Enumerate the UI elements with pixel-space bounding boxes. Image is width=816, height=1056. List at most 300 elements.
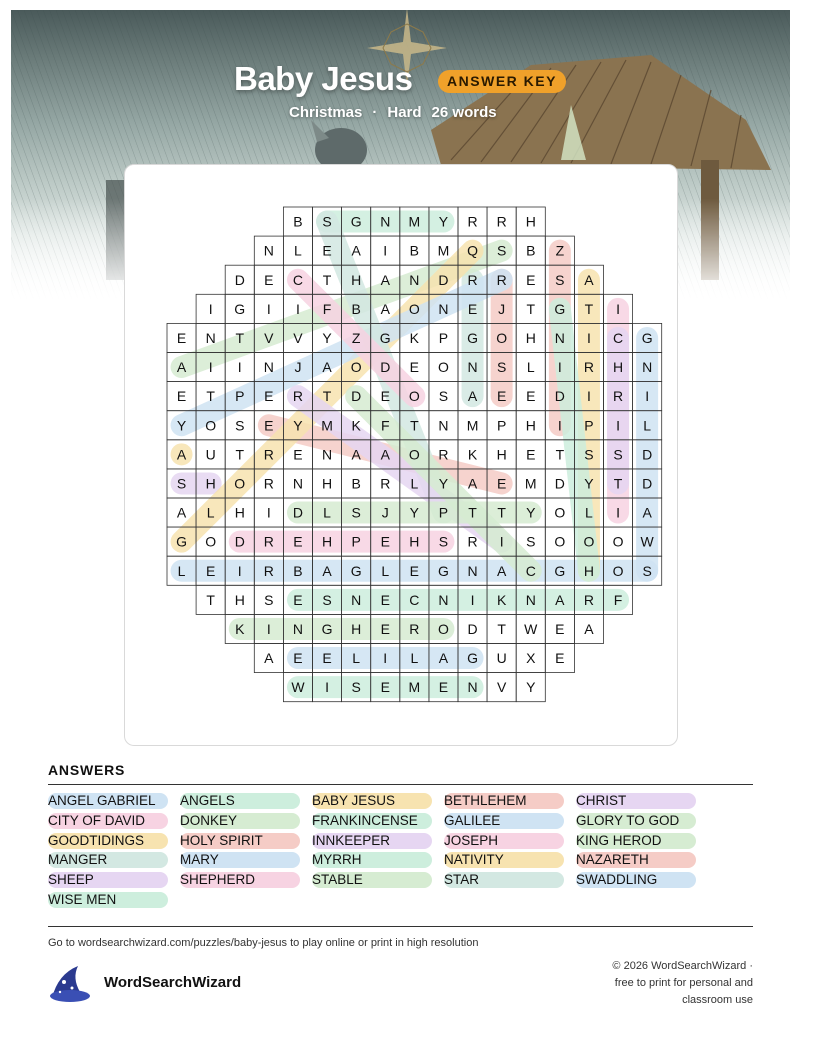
- grid-letter: K: [467, 446, 478, 463]
- grid-letter: D: [292, 504, 304, 521]
- divider: [48, 926, 753, 927]
- grid-letter: H: [351, 620, 362, 637]
- grid-letter: I: [616, 504, 620, 521]
- answer-label: GALILEE: [444, 812, 501, 828]
- grid-letter: T: [613, 475, 623, 492]
- grid-letter: B: [351, 300, 361, 317]
- answer-word: [444, 813, 564, 829]
- grid-letter: I: [266, 300, 271, 317]
- answer-word: [312, 793, 432, 809]
- grid-letter: Y: [322, 329, 332, 346]
- grid-letter: R: [467, 533, 478, 550]
- grid-letter: D: [380, 359, 391, 376]
- grid-letter: R: [583, 591, 595, 608]
- grid-letter: R: [612, 388, 624, 405]
- answer-word: [48, 872, 168, 888]
- answer-word: [312, 813, 432, 829]
- grid-letter: Z: [555, 242, 565, 259]
- grid-letter: E: [409, 359, 420, 376]
- grid-letter: P: [438, 329, 449, 346]
- grid-letter: J: [498, 300, 506, 317]
- grid-letter: O: [234, 475, 246, 492]
- grid-letter: I: [587, 329, 591, 346]
- grid-letter: O: [612, 562, 624, 579]
- grid-letter: L: [206, 504, 215, 521]
- grid-letter: W: [640, 533, 654, 550]
- footer-link[interactable]: Go to wordsearchwizard.com/puzzles/baby-jesus to play online or print in high resolution: [48, 937, 479, 949]
- grid-letter: M: [437, 242, 450, 259]
- grid-letter: A: [555, 591, 565, 608]
- grid-letter: L: [526, 359, 535, 376]
- grid-letter: H: [234, 591, 245, 608]
- grid-letter: I: [557, 417, 562, 434]
- answer-label: ANGEL GABRIEL: [48, 793, 156, 808]
- grid-letter: X: [526, 650, 536, 667]
- answer-word: [180, 852, 300, 868]
- answer-word: [444, 852, 564, 868]
- grid-letter: Y: [176, 417, 187, 434]
- grid-letter: M: [466, 417, 479, 434]
- grid-letter: T: [410, 417, 419, 434]
- grid-letter: O: [554, 533, 566, 550]
- answer-word: [48, 852, 168, 868]
- grid-letter: I: [587, 388, 591, 405]
- grid-letter: D: [467, 620, 478, 637]
- grid-letter: O: [408, 388, 420, 405]
- grid-letter: E: [467, 300, 478, 317]
- grid-letter: V: [496, 679, 507, 696]
- grid-letter: A: [496, 562, 507, 579]
- grid-letter: L: [410, 650, 419, 667]
- answer-word: [312, 833, 432, 849]
- grid-letter: T: [497, 504, 506, 521]
- grid-letter: D: [642, 446, 653, 463]
- grid-letter: S: [438, 388, 449, 405]
- grid-letter: S: [613, 446, 623, 463]
- grid-letter: C: [409, 591, 420, 608]
- grid-letter: O: [612, 533, 624, 550]
- answer-word: [444, 833, 564, 849]
- answer-word: [576, 872, 696, 888]
- grid-letter: S: [496, 242, 507, 259]
- grid-letter: A: [380, 446, 390, 463]
- grid-letter: H: [496, 446, 507, 463]
- grid-letter: C: [525, 562, 536, 579]
- answers-heading: ANSWERS: [48, 762, 126, 778]
- grid-letter: D: [554, 475, 565, 492]
- grid-letter: N: [467, 679, 478, 696]
- grid-letter: L: [381, 562, 390, 579]
- grid-letter: J: [381, 504, 389, 521]
- answer-word: [48, 833, 168, 849]
- grid-letter: S: [322, 213, 332, 230]
- grid-letter: N: [380, 213, 391, 230]
- copyright-line: © 2026 WordSearchWizard ·: [612, 960, 753, 972]
- grid-letter: D: [234, 533, 245, 550]
- grid-letter: S: [235, 417, 245, 434]
- grid-letter: I: [237, 359, 242, 376]
- grid-letter: N: [525, 591, 536, 608]
- answer-label: FRANKINCENSE: [312, 812, 418, 828]
- grid-letter: G: [379, 329, 391, 346]
- answer-word: [180, 793, 300, 809]
- answer-label: NAZARETH: [576, 852, 649, 868]
- grid-letter: A: [467, 388, 478, 405]
- grid-letter: K: [351, 417, 361, 434]
- grid-letter: L: [643, 417, 652, 434]
- grid-letter: T: [322, 388, 332, 405]
- copyright-line: classroom use: [682, 994, 753, 1006]
- grid-letter: L: [352, 650, 361, 667]
- grid-letter: H: [612, 359, 624, 376]
- separator-dot: ·: [372, 104, 378, 121]
- grid-letter: G: [350, 562, 362, 579]
- grid-letter: K: [496, 591, 507, 608]
- answer-label: CITY OF DAVID: [48, 812, 146, 828]
- answer-key-badge: ANSWER KEY: [438, 70, 566, 93]
- grid-letter: N: [438, 417, 449, 434]
- grid-letter: A: [176, 504, 187, 521]
- grid-letter: T: [497, 620, 506, 637]
- grid-letter: P: [438, 504, 449, 521]
- grid-letter: H: [351, 271, 362, 288]
- grid-letter: E: [526, 446, 536, 463]
- answer-word: [180, 833, 300, 849]
- grid-letter: Z: [351, 329, 361, 346]
- category-label: Christmas: [289, 104, 363, 121]
- grid-letter: F: [380, 417, 390, 434]
- grid-letter: L: [177, 562, 186, 579]
- grid-letter: H: [321, 533, 333, 550]
- grid-letter: O: [583, 533, 595, 550]
- answer-label: ANGELS: [180, 793, 235, 808]
- grid-letter: I: [208, 359, 213, 376]
- grid-letter: E: [293, 533, 303, 550]
- answer-word: [576, 813, 696, 829]
- grid-letter: M: [321, 417, 333, 434]
- grid-letter: J: [294, 359, 302, 376]
- grid-letter: A: [176, 359, 187, 376]
- grid-letter: E: [555, 620, 565, 637]
- grid-letter: N: [321, 446, 333, 463]
- grid-letter: A: [176, 446, 187, 463]
- answer-label: BETHLEHEM: [444, 793, 527, 808]
- grid-letter: G: [234, 300, 246, 317]
- page-title: Baby Jesus: [234, 60, 413, 97]
- answer-label: GLORY TO GOD: [576, 812, 680, 828]
- grid-letter: Y: [584, 475, 594, 492]
- answer-word: [48, 813, 168, 829]
- grid-letter: T: [584, 300, 594, 317]
- grid-letter: I: [499, 533, 504, 550]
- grid-letter: E: [293, 650, 303, 667]
- grid-letter: T: [322, 271, 332, 288]
- grid-letter: E: [176, 329, 187, 346]
- grid-letter: A: [351, 446, 361, 463]
- wizard-hat-icon: [48, 964, 94, 1004]
- grid-letter: O: [438, 359, 449, 376]
- grid-letter: E: [380, 533, 390, 550]
- grid-letter: E: [380, 679, 390, 696]
- grid-letter: O: [205, 417, 217, 434]
- answer-label: CHRIST: [576, 793, 627, 808]
- grid-letter: Y: [438, 213, 449, 230]
- grid-letter: N: [467, 359, 478, 376]
- grid-letter: E: [322, 650, 332, 667]
- grid-letter: R: [467, 271, 478, 288]
- grid-letter: F: [613, 591, 623, 608]
- grid-letter: V: [293, 329, 303, 346]
- grid-letter: C: [612, 329, 624, 346]
- answer-label: SHEPHERD: [180, 872, 256, 888]
- grid-letter: R: [292, 388, 304, 405]
- grid-letter: S: [264, 591, 274, 608]
- grid-letter: H: [525, 417, 536, 434]
- grid-letter: E: [496, 388, 507, 405]
- grid-letter: G: [467, 650, 478, 667]
- grid-letter: R: [263, 475, 274, 492]
- grid-letter: A: [467, 475, 478, 492]
- grid-letter: G: [350, 213, 362, 230]
- grid-letter: A: [380, 300, 390, 317]
- answer-label: HOLY SPIRIT: [180, 832, 263, 848]
- grid-letter: H: [205, 475, 216, 492]
- grid-letter: Q: [467, 242, 478, 259]
- grid-letter: A: [322, 359, 332, 376]
- grid-letter: E: [555, 650, 565, 667]
- answer-label: KING HEROD: [576, 832, 662, 848]
- grid-letter: I: [266, 620, 271, 637]
- answer-word: [576, 833, 696, 849]
- grid-letter: L: [410, 475, 419, 492]
- answer-word: [576, 852, 696, 868]
- answer-label: NATIVITY: [444, 852, 504, 868]
- grid-letter: P: [496, 417, 507, 434]
- grid-letter: O: [438, 620, 449, 637]
- grid-letter: I: [645, 388, 650, 405]
- grid-letter: S: [351, 504, 361, 521]
- grid-letter: S: [584, 446, 594, 463]
- grid-letter: B: [409, 242, 420, 259]
- grid-letter: E: [380, 388, 390, 405]
- grid-letter: I: [325, 679, 329, 696]
- answer-label: BABY JESUS: [312, 793, 396, 808]
- copyright-line: free to print for personal and: [614, 977, 753, 989]
- grid-letter: E: [293, 591, 303, 608]
- answer-word: [444, 872, 564, 888]
- answer-label: MYRRH: [312, 852, 362, 868]
- grid-letter: B: [293, 562, 303, 579]
- answer-label: INNKEEPER: [312, 832, 391, 848]
- answer-label: SWADDLING: [576, 872, 658, 888]
- grid-letter: A: [322, 562, 332, 579]
- grid-letter: N: [351, 591, 362, 608]
- grid-letter: S: [322, 591, 332, 608]
- grid-letter: T: [468, 504, 477, 521]
- brand-name: WordSearchWizard: [104, 974, 242, 991]
- answer-label: JOSEPH: [444, 832, 499, 848]
- grid-letter: I: [383, 242, 388, 259]
- grid-letter: H: [525, 213, 536, 230]
- grid-letter: L: [294, 242, 302, 259]
- grid-letter: A: [380, 271, 390, 288]
- grid-letter: P: [584, 417, 594, 434]
- grid-letter: L: [585, 504, 593, 521]
- grid-letter: E: [293, 446, 303, 463]
- grid-letter: G: [467, 329, 478, 346]
- grid-letter: G: [176, 533, 187, 550]
- grid-letter: S: [526, 533, 536, 550]
- grid-letter: E: [264, 388, 274, 405]
- answer-label: DONKEY: [180, 812, 238, 828]
- grid-letter: T: [235, 329, 245, 346]
- grid-letter: R: [409, 620, 420, 637]
- grid-letter: M: [524, 475, 537, 492]
- difficulty-label: Hard: [387, 104, 422, 121]
- answer-word: [444, 793, 564, 809]
- grid-letter: R: [263, 446, 274, 463]
- grid-letter: P: [351, 533, 361, 550]
- grid-letter: N: [438, 300, 449, 317]
- grid-letter: N: [292, 620, 304, 637]
- grid-letter: S: [555, 271, 565, 288]
- grid-letter: R: [496, 213, 507, 230]
- grid-letter: G: [554, 562, 566, 579]
- grid-letter: I: [616, 417, 620, 434]
- grid-letter: N: [467, 562, 478, 579]
- grid-letter: M: [408, 679, 421, 696]
- answer-word: [180, 813, 300, 829]
- grid-letter: V: [264, 329, 274, 346]
- grid-letter: W: [524, 620, 538, 637]
- copyright: [583, 958, 753, 1009]
- grid-letter: T: [555, 446, 565, 463]
- grid-letter: D: [642, 475, 653, 492]
- answer-label: MANGER: [48, 852, 108, 868]
- answer-label: STABLE: [312, 872, 363, 888]
- grid-letter: E: [264, 271, 274, 288]
- grid-letter: Y: [526, 679, 536, 696]
- answer-word: [180, 872, 300, 888]
- grid-letter: I: [296, 300, 300, 317]
- grid-letter: B: [526, 242, 536, 259]
- grid-letter: E: [526, 271, 536, 288]
- grid-letter: A: [351, 242, 361, 259]
- grid-letter: O: [554, 504, 566, 521]
- grid-letter: G: [554, 300, 566, 317]
- grid-letter: R: [583, 359, 595, 376]
- grid-letter: T: [206, 388, 215, 405]
- grid-letter: E: [205, 562, 216, 579]
- grid-letter: Y: [438, 475, 449, 492]
- answer-label: SHEEP: [48, 872, 94, 888]
- grid-letter: I: [557, 359, 562, 376]
- grid-letter: N: [205, 329, 216, 346]
- grid-letter: N: [554, 329, 565, 346]
- grid-letter: E: [526, 388, 536, 405]
- grid-letter: U: [205, 446, 216, 463]
- grid-letter: I: [266, 504, 271, 521]
- answer-label: STAR: [444, 872, 480, 888]
- divider: [48, 784, 753, 785]
- grid-letter: K: [235, 620, 245, 637]
- grid-letter: N: [642, 359, 653, 376]
- grid-letter: G: [641, 329, 653, 346]
- grid-letter: D: [234, 271, 245, 288]
- grid-letter: I: [383, 650, 388, 667]
- grid-letter: S: [176, 475, 187, 492]
- answer-label: WISE MEN: [48, 892, 117, 907]
- grid-letter: S: [351, 679, 361, 696]
- grid-letter: I: [237, 562, 242, 579]
- grid-letter: O: [205, 533, 217, 550]
- grid-letter: I: [208, 300, 213, 317]
- grid-letter: E: [380, 620, 390, 637]
- grid-letter: N: [409, 271, 420, 288]
- grid-letter: R: [438, 446, 449, 463]
- grid-letter: Y: [409, 504, 420, 521]
- answer-word: [48, 793, 168, 809]
- grid-letter: O: [408, 446, 420, 463]
- grid-letter: E: [438, 679, 449, 696]
- grid-letter: A: [264, 650, 274, 667]
- grid-letter: E: [380, 591, 390, 608]
- grid-letter: R: [263, 533, 274, 550]
- grid-letter: H: [583, 562, 595, 579]
- grid-letter: B: [293, 213, 303, 230]
- grid-letter: G: [321, 620, 333, 637]
- grid-letter: T: [526, 300, 536, 317]
- grid-letter: R: [467, 213, 478, 230]
- answer-label: MARY: [180, 852, 219, 868]
- grid-letter: D: [351, 388, 362, 405]
- grid-letter: Y: [293, 417, 303, 434]
- grid-letter: S: [438, 533, 449, 550]
- grid-letter: I: [470, 591, 475, 608]
- grid-letter: S: [642, 562, 652, 579]
- grid-letter: B: [351, 475, 361, 492]
- grid-letter: E: [496, 475, 507, 492]
- grid-letter: K: [409, 329, 420, 346]
- grid-letter: O: [496, 329, 508, 346]
- grid-letter: U: [496, 650, 507, 667]
- grid-letter: C: [292, 271, 304, 288]
- answer-word: [312, 852, 432, 868]
- grid-letter: R: [380, 475, 391, 492]
- grid-letter: G: [438, 562, 449, 579]
- grid-letter: N: [292, 475, 304, 492]
- grid-letter: T: [206, 591, 215, 608]
- grid-letter: A: [584, 620, 594, 637]
- grid-letter: I: [616, 300, 620, 317]
- grid-letter: D: [438, 271, 449, 288]
- grid-letter: D: [554, 388, 565, 405]
- grid-letter: F: [322, 300, 332, 317]
- grid-letter: L: [323, 504, 331, 521]
- grid-letter: W: [291, 679, 305, 696]
- answer-label: GOODTIDINGS: [48, 832, 145, 848]
- grid-letter: A: [642, 504, 652, 521]
- word-count-label: 26 words: [431, 104, 497, 121]
- grid-letter: O: [408, 300, 420, 317]
- grid-letter: A: [438, 650, 449, 667]
- grid-letter: E: [409, 562, 420, 579]
- answer-word: [576, 793, 696, 809]
- grid-letter: Y: [526, 504, 536, 521]
- grid-letter: N: [263, 359, 274, 376]
- grid-letter: H: [409, 533, 420, 550]
- grid-letter: H: [234, 504, 245, 521]
